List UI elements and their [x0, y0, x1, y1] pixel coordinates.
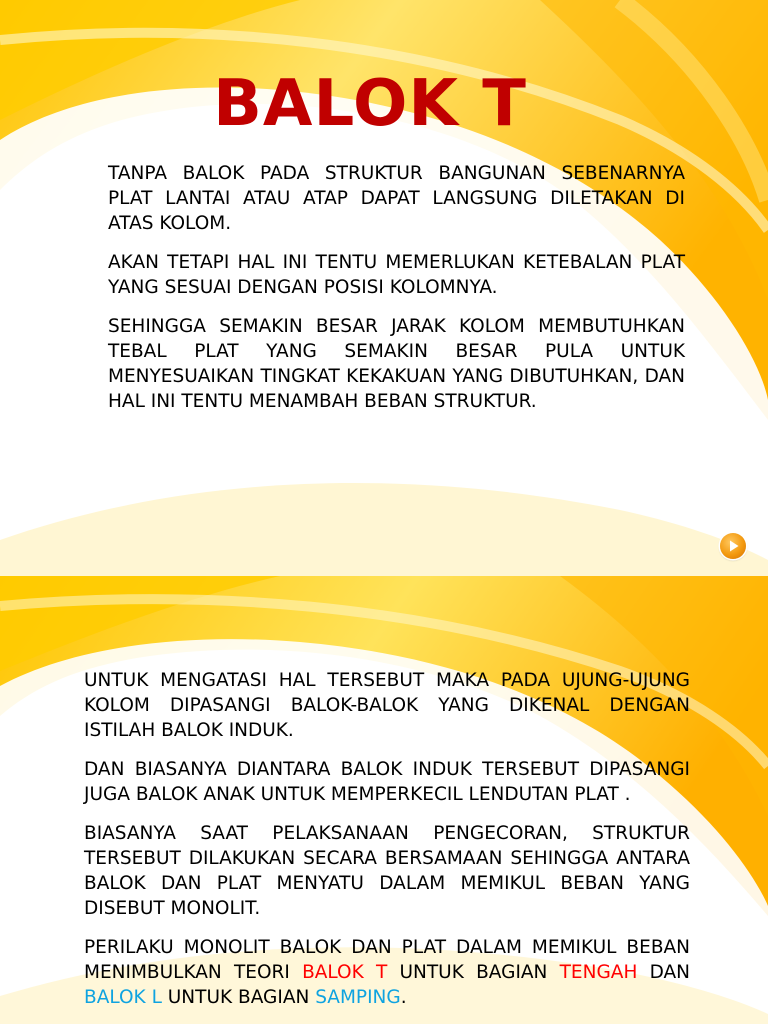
text-segment: DAN [637, 962, 690, 983]
paragraph-theory [84, 935, 690, 1010]
highlight-samping: SAMPING [315, 987, 401, 1008]
paragraph: SEHINGGA SEMAKIN BESAR JARAK KOLOM MEMBUTUHKAN TEBAL PLAT YANG SEMAKIN BESAR PULA UNTUK MENYESUAIKAN TINGKAT KEKAKUAN YANG DIBUTUHKAN, DAN HAL INI TENTU MENAMBAH BEBAN STRUKTUR. [108, 316, 685, 412]
paragraph: TANPA BALOK PADA STRUKTUR BANGUNAN SEBENARNYA PLAT LANTAI ATAU ATAP DAPAT LANGSUNG DILETAKAN DI ATAS KOLOM. [108, 163, 685, 234]
play-next-icon [720, 533, 746, 559]
highlight-balok-t: BALOK T [302, 962, 388, 983]
paragraph: UNTUK MENGATASI HAL TERSEBUT MAKA PADA UJUNG-UJUNG KOLOM DIPASANGI BALOK-BALOK YANG DIKENAL DENGAN ISTILAH BALOK INDUK. [84, 670, 690, 741]
text-segment: UNTUK BAGIAN [161, 987, 316, 1008]
text-segment: PERILAKU MONOLIT BALOK DAN PLAT DALAM MEMIKUL BEBAN MENIMBULKAN TEORI [84, 937, 690, 983]
paragraph: DAN BIASANYA DIANTARA BALOK INDUK TERSEBUT DIPASANGI JUGA BALOK ANAK UNTUK MEMPERKECIL LENDUTAN PLAT . [84, 759, 690, 805]
next-slide-button[interactable] [720, 533, 746, 559]
paragraph: AKAN TETAPI HAL INI TENTU MEMERLUKAN KETEBALAN PLAT YANG SESUAI DENGAN POSISI KOLOMNYA. [108, 252, 685, 298]
slide-2 [0, 576, 768, 1024]
text-segment: UNTUK BAGIAN [387, 962, 560, 983]
slide-2-body [84, 668, 690, 1024]
slide-title: BALOK T [213, 67, 527, 141]
paragraph: BIASANYA SAAT PELAKSANAAN PENGECORAN, STRUKTUR TERSEBUT DILAKUKAN SECARA BERSAMAAN SEHINGGA ANTARA BALOK DAN PLAT MENYATU DALAM MEMIKUL BEBAN YANG DISEBUT MONOLIT. [84, 823, 690, 919]
slide-1-body [108, 161, 685, 428]
text-segment: . [400, 987, 407, 1008]
highlight-tengah: TENGAH [559, 962, 638, 983]
highlight-balok-l: BALOK L [84, 987, 162, 1008]
